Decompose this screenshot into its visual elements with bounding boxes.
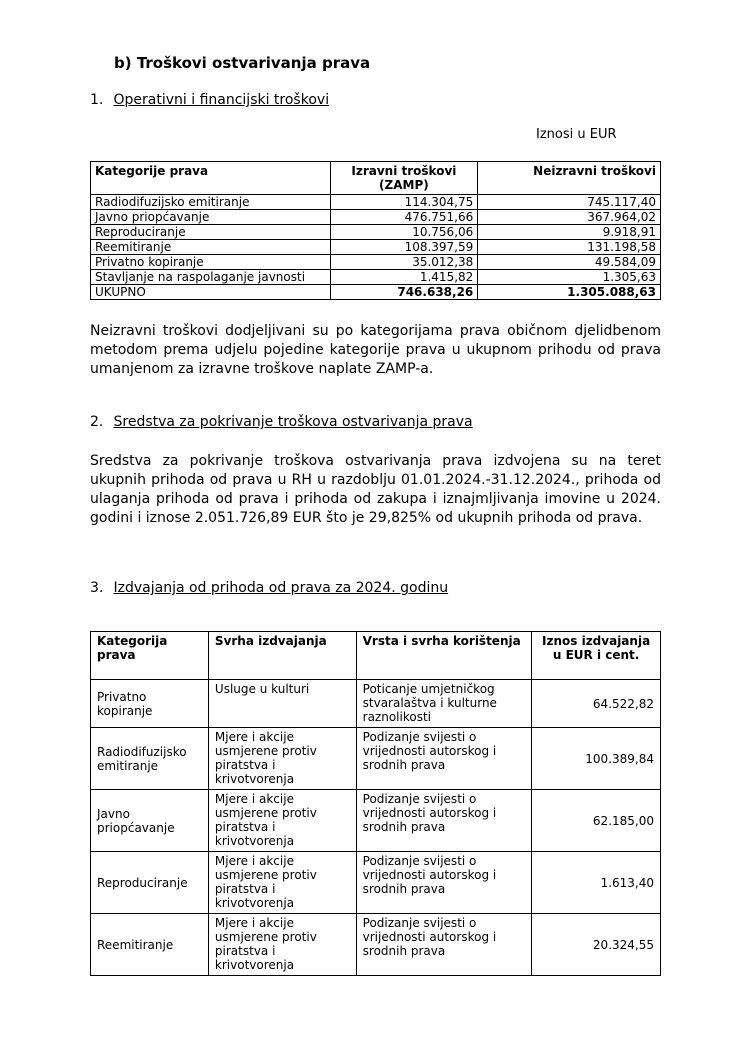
section2-header [90,414,473,430]
cell-use: Podizanje svijesti o vrijednosti autorskog i srodnih prava [356,728,532,790]
cell-category: Reemitiranje [91,240,331,255]
cell-category: Javno priopćavanje [91,210,331,225]
cell-direct: 35.012,38 [330,255,478,270]
cell-category: Privatno kopiranje [91,680,209,728]
cell-indirect: 9.918,91 [478,225,661,240]
cell-amount: 100.389,84 [532,728,661,790]
cell-direct: 114.304,75 [330,195,478,210]
cell-category: Radiodifuzijsko emitiranje [91,728,209,790]
cell-direct: 1.415,82 [330,270,478,285]
col-header-use: Vrsta i svrha korištenja [356,632,532,680]
col-header-purpose: Svrha izdvajanja [208,632,356,680]
total-indirect: 1.305.088,63 [478,285,661,300]
cell-category: Reemitiranje [91,914,209,976]
cell-amount: 62.185,00 [532,790,661,852]
cell-use: Podizanje svijesti o vrijednosti autorskog i srodnih prava [356,852,532,914]
section1-header [90,92,329,108]
cell-indirect: 1.305,63 [478,270,661,285]
section1-title: Operativni i financijski troškovi [113,92,330,108]
cell-purpose: Mjere i akcije usmjerene protiv piratstva i krivotvorenja [208,852,356,914]
section3-number: 3. [90,580,104,596]
table-row [91,255,661,270]
section3-title: Izdvajanja od prihoda od prava za 2024. godinu [113,580,449,596]
cell-category: Stavljanje na raspolaganje javnosti [91,270,331,285]
allocations-table [90,631,661,976]
cell-direct: 476.751,66 [330,210,478,225]
page-heading: b) Troškovi ostvarivanja prava [114,54,371,72]
section1-number: 1. [90,92,104,108]
col-header-amount: Iznos izdvajanja u EUR i cent. [532,632,661,680]
section1-paragraph: Neizravni troškovi dodjeljivani su po kategorijama prava običnom djelidbenom metodom prema udjelu pojedine kategorije prava u ukupnom prihodu od prava umanjenom za izravne troškove naplate ZAMP-a. [90,323,661,377]
col-header-direct: Izravni troškovi (ZAMP) [330,162,478,195]
table-row [91,914,661,976]
section2-number: 2. [90,414,104,430]
cell-purpose: Mjere i akcije usmjerene protiv piratstva i krivotvorenja [208,790,356,852]
cell-purpose: Mjere i akcije usmjerene protiv piratstva i krivotvorenja [208,914,356,976]
table-row [91,225,661,240]
cell-category: Radiodifuzijsko emitiranje [91,195,331,210]
cell-purpose: Usluge u kulturi [208,680,356,728]
cell-category: Javno priopćavanje [91,790,209,852]
cell-amount: 1.613,40 [532,852,661,914]
table-row [91,195,661,210]
cell-indirect: 367.964,02 [478,210,661,225]
cell-category: Reproduciranje [91,852,209,914]
allocations-header-row [91,632,661,680]
table-row [91,852,661,914]
costs-table-header-row [91,162,661,195]
cell-amount: 20.324,55 [532,914,661,976]
cell-indirect: 49.584,09 [478,255,661,270]
cell-use: Podizanje svijesti o vrijednosti autorskog i srodnih prava [356,914,532,976]
col-header-category: Kategorije prava [91,162,331,195]
section2-title: Sredstva za pokrivanje troškova ostvarivanja prava [113,414,473,430]
cell-amount: 64.522,82 [532,680,661,728]
cell-use: Podizanje svijesti o vrijednosti autorskog i srodnih prava [356,790,532,852]
table-row [91,270,661,285]
costs-table [90,161,661,300]
cell-indirect: 745.117,40 [478,195,661,210]
table-row [91,240,661,255]
cell-category: Reproduciranje [91,225,331,240]
section3-header [90,580,448,596]
cell-direct: 108.397,59 [330,240,478,255]
section2-paragraph: Sredstva za pokrivanje troškova ostvarivanja prava izdvojena su na teret ukupnih prihoda od prava u RH u razdoblju 01.01.2024.-31.12.2024., prihoda od ulaganja prihoda od prava i prihoda od zakupa i iznajmljivanja imovine u 2024. godini i iznose 2.051.726,89 EUR što je 29,825% od ukupnih prihoda od prava. [90,453,661,526]
total-row [91,285,661,300]
table-row [91,728,661,790]
cell-purpose: Mjere i akcije usmjerene protiv piratstva i krivotvorenja [208,728,356,790]
cell-category: Privatno kopiranje [91,255,331,270]
table-row [91,680,661,728]
cell-use: Poticanje umjetničkog stvaralaštva i kulturne raznolikosti [356,680,532,728]
cell-indirect: 131.198,58 [478,240,661,255]
cell-direct: 10.756,06 [330,225,478,240]
col-header-indirect: Neizravni troškovi [478,162,661,195]
total-direct: 746.638,26 [330,285,478,300]
currency-note: Iznosi u EUR [536,127,617,142]
table-row [91,210,661,225]
table-row [91,790,661,852]
total-label: UKUPNO [91,285,331,300]
col-header-category: Kategorija prava [91,632,209,680]
